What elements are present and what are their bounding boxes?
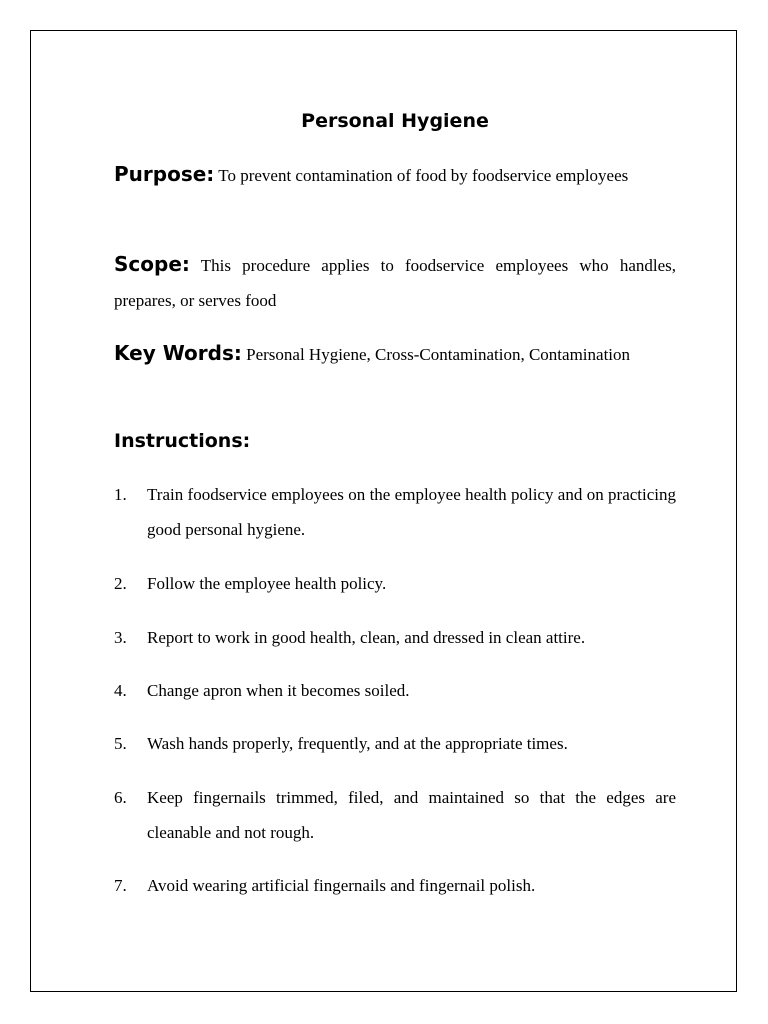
page-title: Personal Hygiene [301, 110, 489, 132]
list-item-number: 3. [114, 628, 127, 647]
instructions-heading: Instructions: [114, 430, 251, 452]
scope-paragraph [114, 247, 676, 318]
list-item-text: Follow the employee health policy. [147, 574, 387, 593]
document-page [30, 30, 737, 992]
list-item-number: 7. [114, 876, 127, 895]
list-item-number: 5. [114, 734, 127, 753]
list-item-number: 4. [114, 681, 127, 700]
key-words-label: Key Words: [114, 341, 242, 365]
scope-text: This procedure applies to foodservice employees who handles, prepares, or serves food [114, 256, 676, 310]
list-item-number: 2. [114, 574, 127, 593]
list-item-number: 1. [114, 485, 127, 504]
key-words-text: Personal Hygiene, Cross-Contamination, Contamination [246, 345, 631, 364]
list-item-text: Keep fingernails trimmed, filed, and maintained so that the edges are cleanable and not rough. [147, 788, 676, 842]
list-item-text: Wash hands properly, frequently, and at the appropriate times. [147, 734, 568, 753]
purpose-label: Purpose: [114, 162, 215, 186]
list-item-text: Avoid wearing artificial fingernails and fingernail polish. [147, 876, 536, 895]
list-item-text: Report to work in good health, clean, and dressed in clean attire. [147, 628, 586, 647]
purpose-paragraph [114, 157, 676, 193]
purpose-text: To prevent contamination of food by foodservice employees [218, 166, 629, 185]
list-item-number: 6. [114, 788, 127, 807]
list-item-text: Change apron when it becomes soiled. [147, 681, 410, 700]
scope-label: Scope: [114, 252, 190, 276]
list-item-text: Train foodservice employees on the employee health policy and on practicing good personal hygiene. [147, 485, 676, 539]
key-words-paragraph [114, 336, 676, 372]
